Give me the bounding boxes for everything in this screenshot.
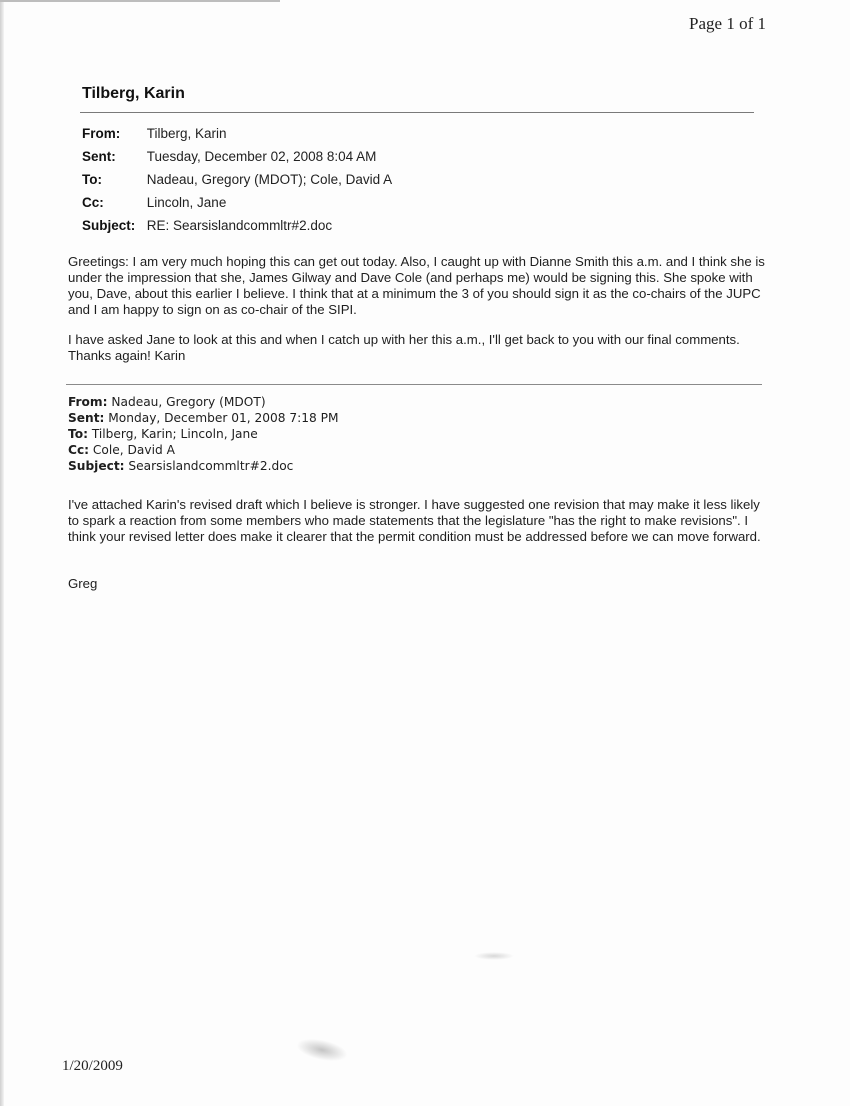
header-subject-label: Subject: (82, 218, 136, 233)
quoted-sent-value: Monday, December 01, 2008 7:18 PM (108, 411, 339, 425)
quoted-email-header-block (68, 394, 339, 474)
header-cc-row (82, 191, 392, 214)
print-date: 1/20/2009 (62, 1058, 123, 1074)
header-to-row (82, 168, 392, 191)
quoted-subject-line (68, 458, 339, 474)
quoted-from-value: Nadeau, Gregory (MDOT) (111, 395, 266, 409)
quoted-to-label: To: (68, 427, 88, 441)
quoted-sent-line (68, 410, 339, 426)
quoted-cc-label: Cc: (68, 443, 90, 457)
title-divider (80, 112, 754, 113)
quoted-cc-line (68, 442, 339, 458)
scan-smudge (294, 1035, 349, 1065)
header-from-value: Tilberg, Karin (146, 126, 227, 141)
header-sent-row (82, 145, 392, 168)
header-cc-label: Cc: (82, 195, 104, 210)
email-sender-title: Tilberg, Karin (82, 85, 185, 102)
quoted-sent-label: Sent: (68, 411, 105, 425)
quoted-cc-value: Cole, David A (92, 443, 175, 457)
header-subject-value: RE: Searsislandcommltr#2.doc (146, 218, 333, 233)
quoted-to-value: Tilberg, Karin; Lincoln, Jane (91, 427, 258, 441)
header-cc-value: Lincoln, Jane (146, 195, 227, 210)
email-header-block (82, 122, 392, 237)
scan-edge-left (0, 0, 4, 1106)
header-to-label: To: (82, 172, 102, 187)
email-body-paragraph: Greetings: I am very much hoping this can get out today. Also, I caught up with Dianne Smith this a.m. and I think she is under the impression that she, James Gilway and Dave Cole (and perhaps me) would be signing this. She spoke with you, Dave, about this earlier I believe. I think that at a minimum the 3 of you should sign it as the co-chairs of the JUPC and I am happy to sign on as co-chair of the SIPI. (68, 254, 765, 317)
header-to-value: Nadeau, Gregory (MDOT); Cole, David A (146, 172, 393, 187)
quoted-email-divider (66, 384, 762, 385)
header-sent-value: Tuesday, December 02, 2008 8:04 AM (146, 149, 377, 164)
quoted-subject-value: Searsislandcommltr#2.doc (128, 459, 294, 473)
quoted-from-line (68, 394, 339, 410)
quoted-email-signoff: Greg (68, 576, 98, 591)
quoted-subject-label: Subject: (68, 459, 125, 473)
header-sent-label: Sent: (82, 149, 116, 164)
email-body-paragraph: I have asked Jane to look at this and when I catch up with her this a.m., I'll get back to you with our final comments. Thanks again! Karin (68, 332, 740, 363)
scan-smudge (474, 952, 514, 960)
header-from-label: From: (82, 126, 121, 141)
page-number: Page 1 of 1 (689, 14, 766, 33)
quoted-to-line (68, 426, 339, 442)
quoted-from-label: From: (68, 395, 108, 409)
scan-edge-top (0, 0, 280, 2)
header-subject-row (82, 214, 392, 237)
header-from-row (82, 122, 392, 145)
quoted-email-body: I've attached Karin's revised draft which I believe is stronger. I have suggested one revision that may make it less likely to spark a reaction from some members who made statements that the legislature "has the right to make revisions". I think your revised letter does make it clearer that the permit condition must be addressed before we can move forward. (68, 497, 761, 544)
